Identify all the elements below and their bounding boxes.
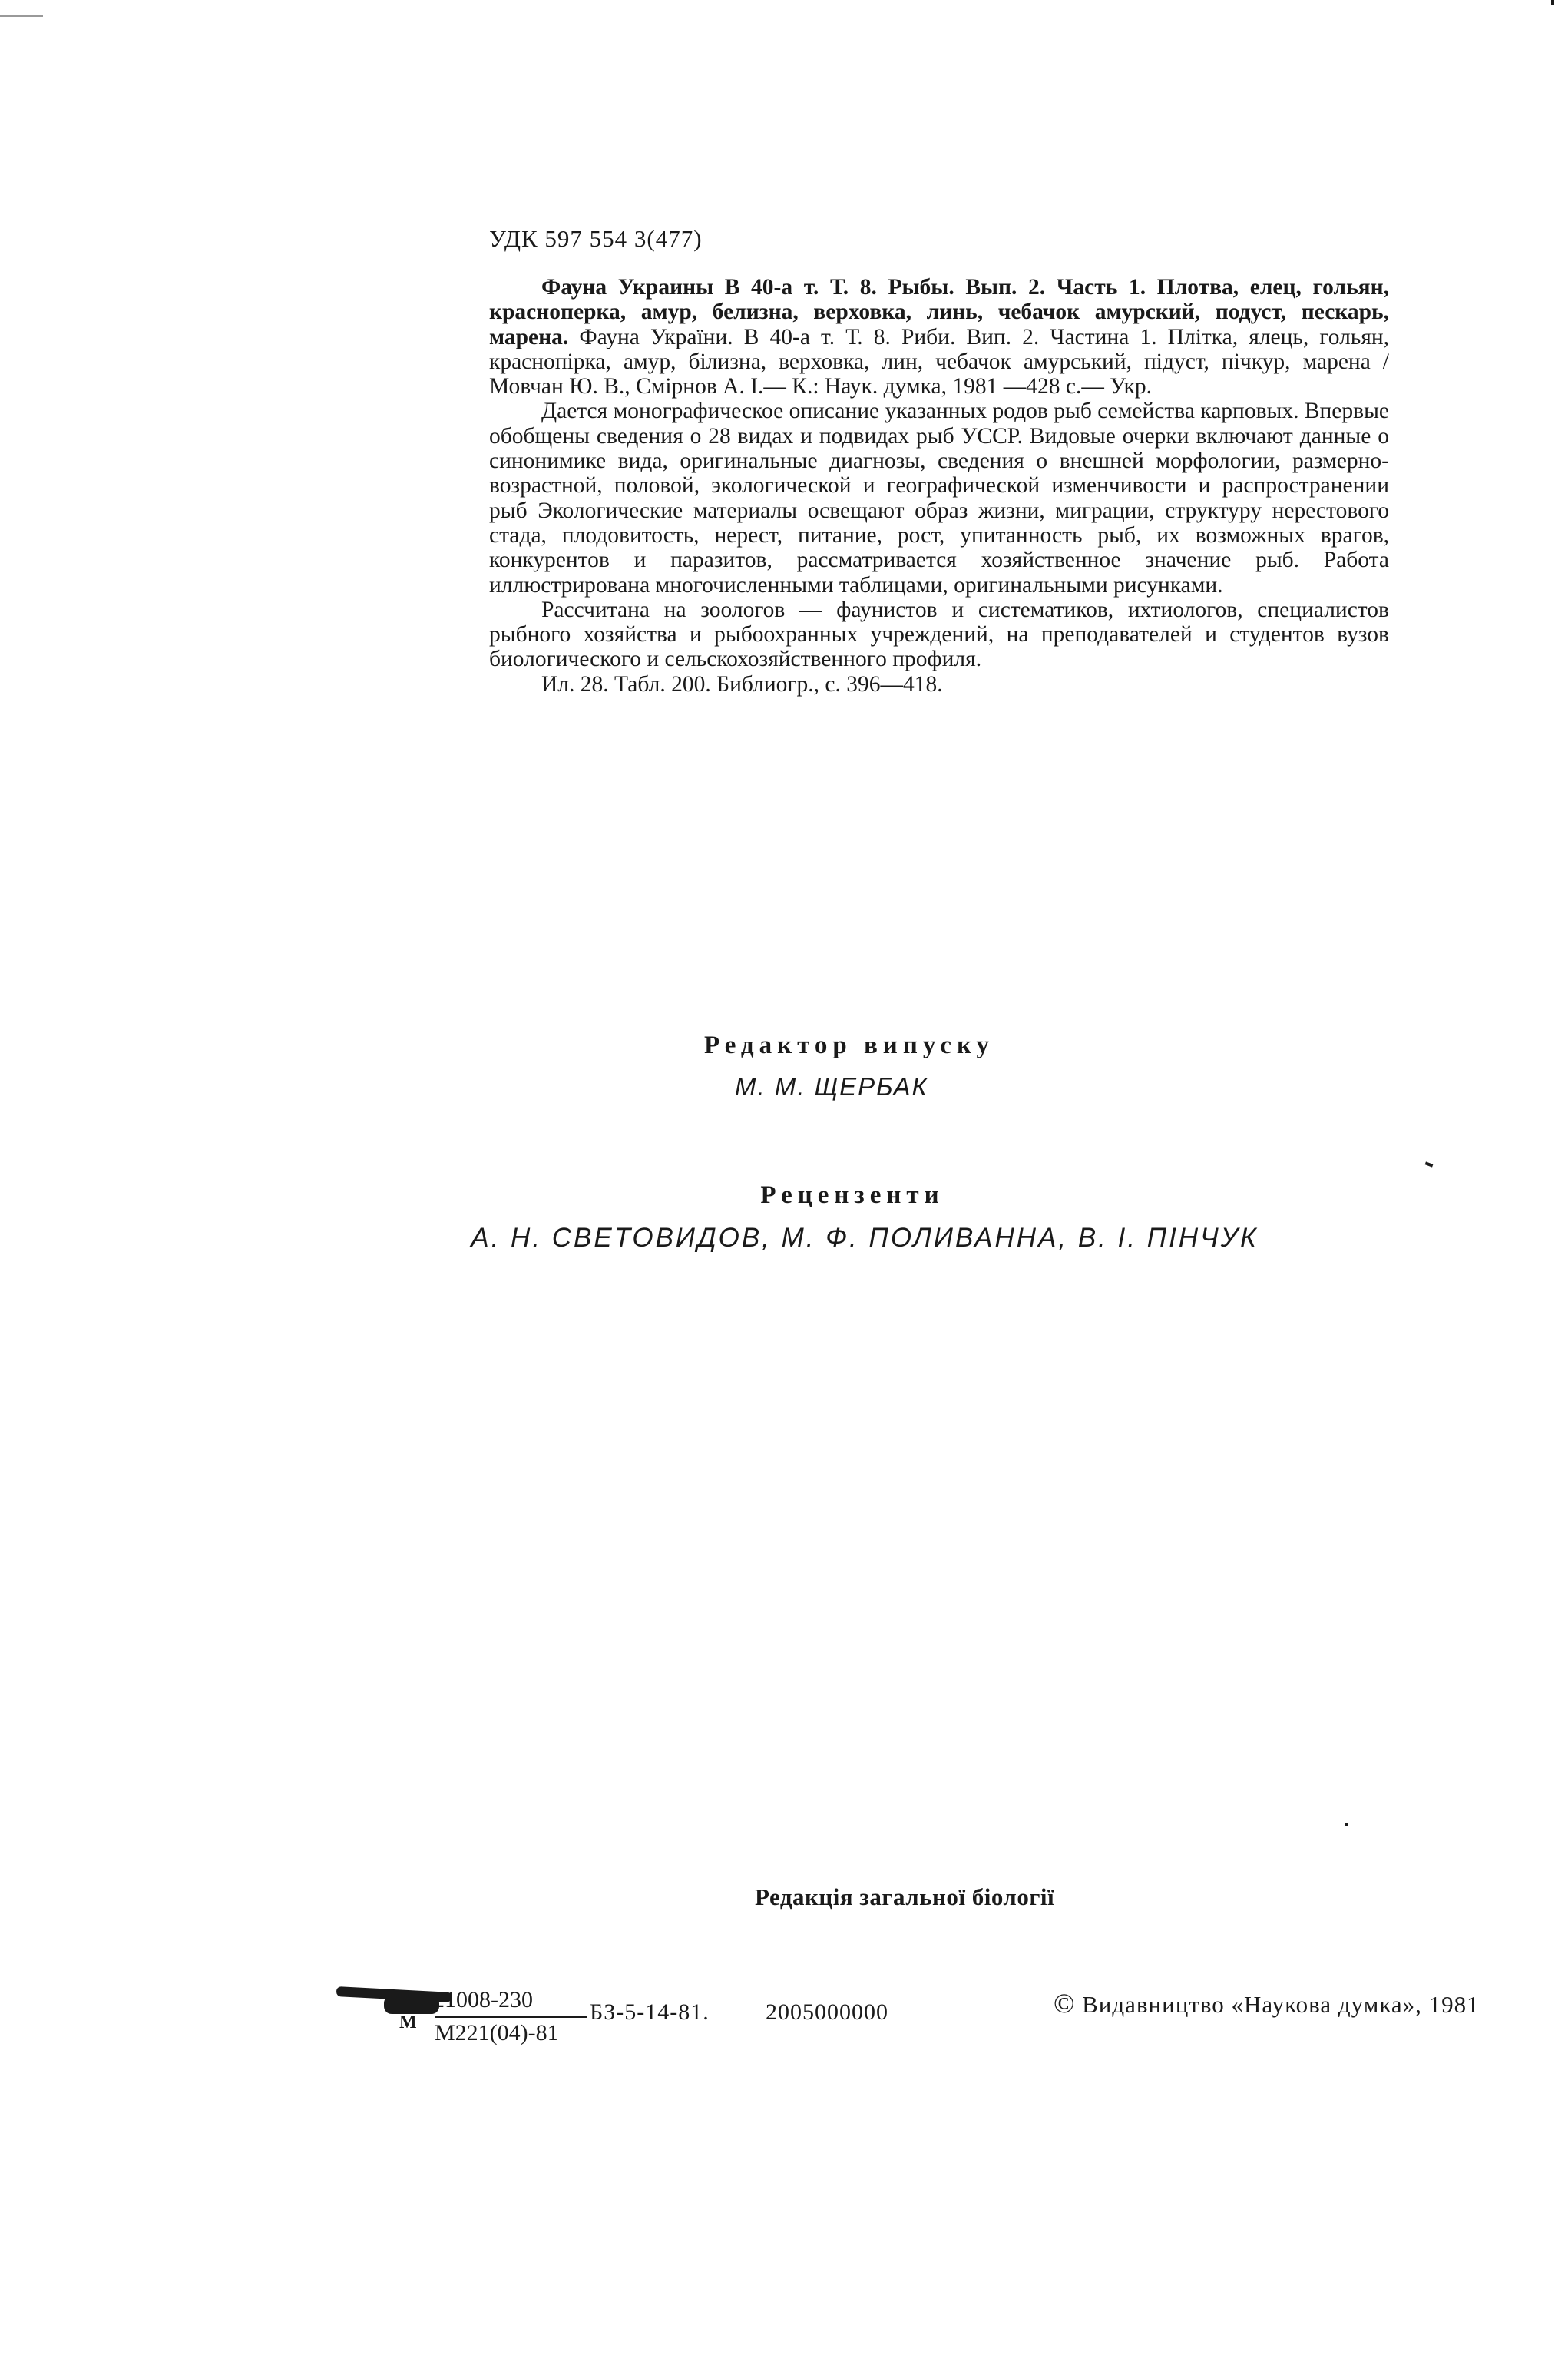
abstract-block (489, 275, 1389, 697)
reviewers-names: А. Н. СВЕТОВИДОВ, М. Ф. ПОЛИВАННА, В. І. ПІНЧУК (471, 1223, 1259, 1253)
bibliographic-entry (489, 275, 1389, 399)
imprint-series: БЗ-5-14-81. (590, 1999, 710, 2025)
scan-mark (1345, 1823, 1348, 1826)
copyright-text: Видавництво «Наукова думка», 1981 (1082, 1991, 1480, 2018)
imprint-letter: М (399, 2012, 417, 2032)
copyright-line (1054, 1987, 1480, 2019)
publisher-department: Редакція загальної біології (755, 1883, 1055, 1910)
editor-name: М. М. ЩЕРБАК (735, 1072, 928, 1101)
book-description: Дается монографическое описание указанных родов рыб семейства карповых. Впервые обобщены сведения о 28 видах и подвидах рыб УССР. Видовые очерки включают данные о синонимике вида, оригинальные диагнозы, сведения о внешней морфологии, размерно-возрастной, половой, экологической и географической изменчивости и распространении рыб Экологические материалы освещают образ жизни, миграции, структуру нерестового стада, плодовитость, нерест, питание, рост, упитанность рыб, их возможных врагов, конкурентов и паразитов, рассматривается хозяйственное значение рыб. Работа иллюстрирована многочисленными таблицами, оригинальными рисунками. (489, 399, 1389, 598)
scan-mark (1551, 0, 1554, 5)
scan-mark (0, 15, 43, 17)
copyright-icon: © (1054, 1988, 1076, 2019)
target-audience: Рассчитана на зоологов — фаунистов и систематиков, ихтиологов, специалистов рыбного хозяйства и рыбоохранных учреждений, на преподавателей и студентов вузов биологического и сельскохозяйственного профиля. (489, 597, 1389, 672)
udk-code: УДК 597 554 3(477) (489, 225, 703, 252)
imprint-number: 2005000000 (766, 1999, 888, 2025)
imprint-fraction-line (435, 2016, 587, 2018)
editor-role: Редактор випуску (703, 1032, 995, 1059)
ink-smudge (384, 1996, 439, 2014)
imprint-code-denominator: М221(04)-81 (435, 2020, 559, 2045)
book-title: Фауна Украины В 40-а т. Т. 8. Рыбы. Вып. 2. Часть 1. Плотва, елец, гольян, красноперка, амур, белизна, верховка, линь, чебачок амурский, подуст, пескарь, марена. (489, 275, 1389, 349)
scan-mark (1425, 1161, 1434, 1167)
illustration-stats: Ил. 28. Табл. 200. Библиогр., с. 396—418. (541, 671, 943, 697)
reviewers-role: Рецензенти (760, 1181, 944, 1209)
imprint-code-numerator: 21008-230 (433, 1987, 533, 2012)
book-title-ukrainian: Фауна України. В 40-а т. Т. 8. Риби. Вип. 2. Частина 1. Плітка, ялець, гольян, краснопірка, амур, білизна, верховка, лин, чебачок амурський, підуст, пічкур, марена / Мовчан Ю. В., Смірнов А. І.— К.: Наук. думка, 1981 —428 с.— Укр. (489, 324, 1389, 399)
